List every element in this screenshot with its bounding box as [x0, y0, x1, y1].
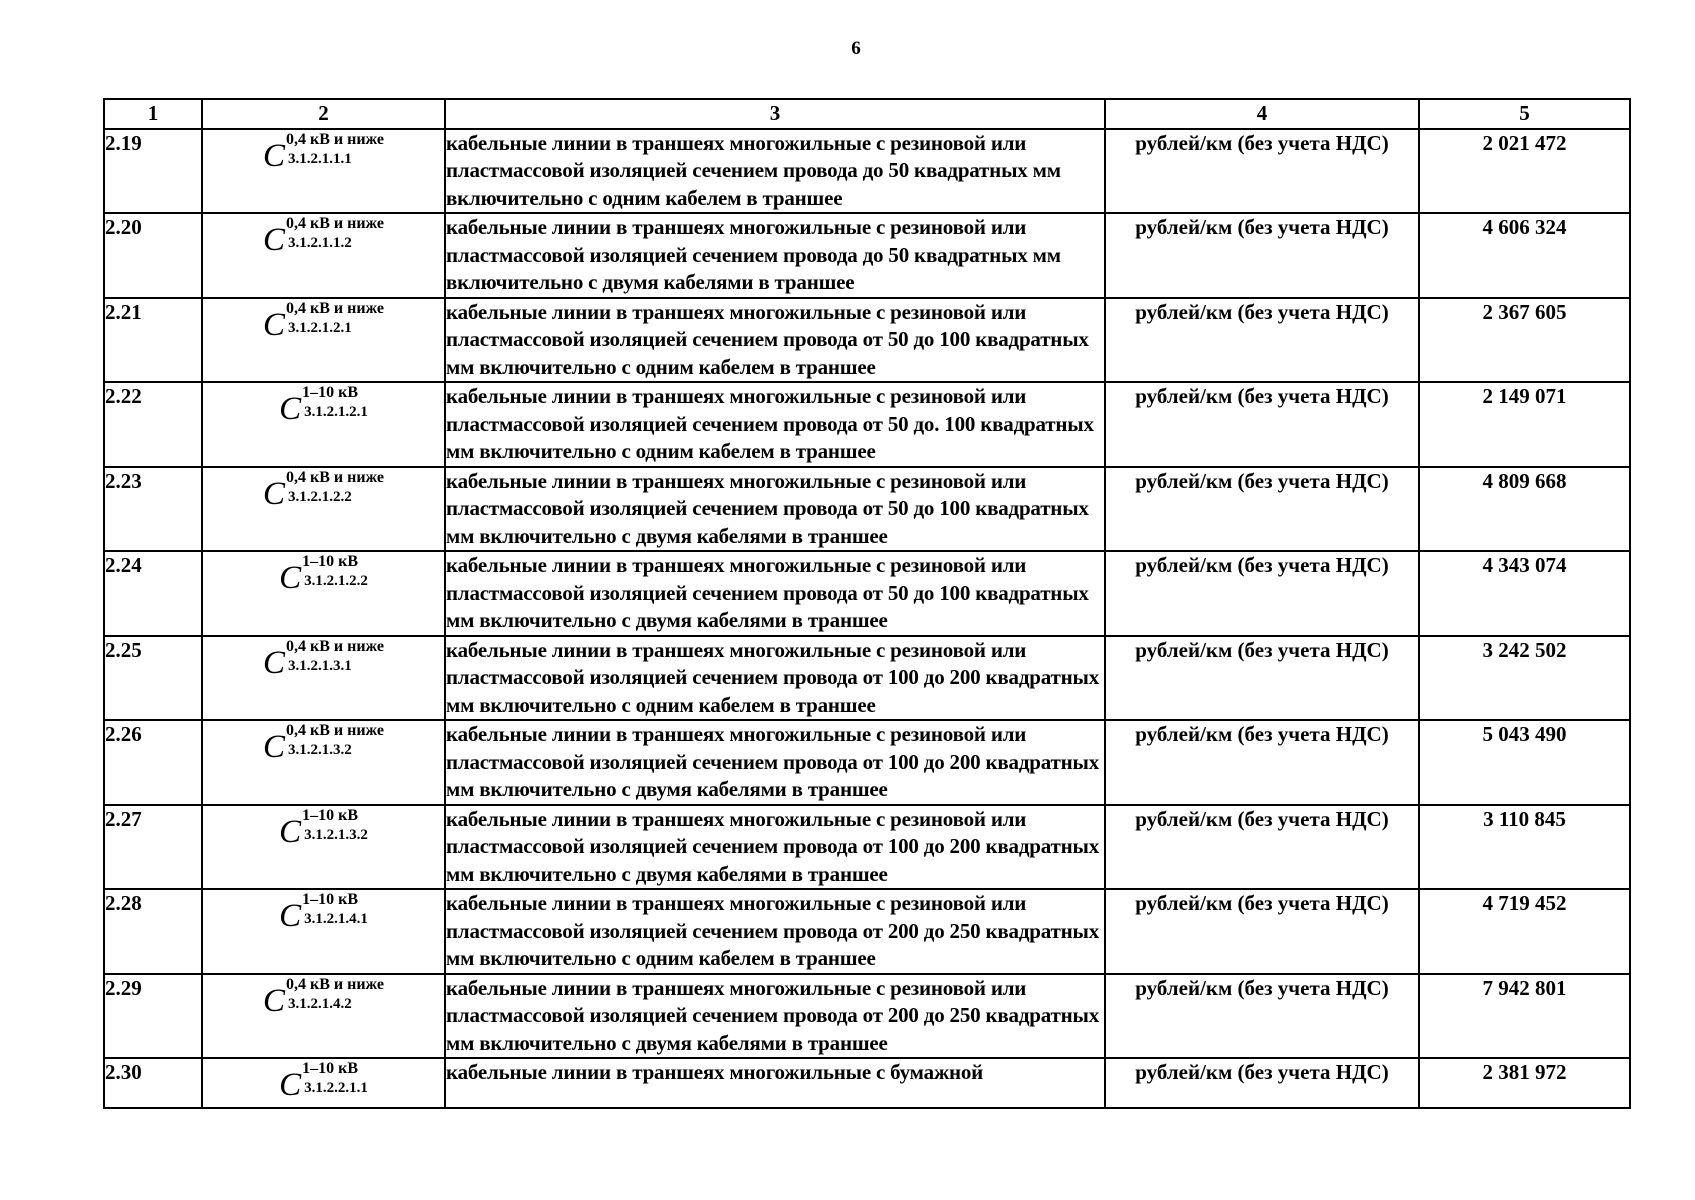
table-row — [104, 551, 1630, 636]
table-row — [104, 467, 1630, 552]
c-letter: C — [262, 729, 285, 765]
unit-of-measure: рублей/км (без учета НДС) — [1105, 974, 1419, 1059]
table-row — [104, 298, 1630, 383]
c-letter: C — [262, 306, 285, 343]
rate-code — [202, 298, 445, 383]
unit-of-measure: рублей/км (без учета НДС) — [1105, 720, 1419, 805]
row-number: 2.27 — [104, 805, 202, 890]
table-row — [104, 1058, 1630, 1108]
rate-code — [202, 889, 445, 974]
rate-value: 7 942 801 — [1419, 974, 1630, 1059]
line-description: кабельные линии в траншеях многожильные с резиновой или пластмассовой изоляцией сечением провода от 200 до 250 квадратных мм включительно с одним кабелем в траншее — [445, 889, 1105, 974]
rate-value: 4 343 074 — [1419, 551, 1630, 636]
rate-index — [286, 721, 384, 759]
rate-code — [202, 551, 445, 636]
voltage-superscript: 0,4 кВ и ниже — [285, 215, 385, 232]
rate-index — [286, 975, 384, 1013]
rate-value: 3 110 845 — [1419, 805, 1630, 890]
rate-index — [302, 383, 368, 421]
c-letter: C — [279, 560, 302, 596]
voltage-superscript: 0,4 кВ и ниже — [285, 637, 385, 655]
c-letter: C — [279, 391, 302, 427]
column-header: 3 — [445, 99, 1105, 129]
rate-symbol — [263, 130, 384, 178]
voltage-superscript: 1–10 кВ — [302, 1060, 359, 1077]
row-number: 2.28 — [104, 889, 202, 974]
rate-value: 2 149 071 — [1419, 382, 1630, 467]
rate-symbol — [263, 975, 384, 1023]
rate-value: 5 043 490 — [1419, 720, 1630, 805]
line-description: кабельные линии в траншеях многожильные с резиновой или пластмассовой изоляцией сечением провода от 50 до 100 квадратных мм включительно с двумя кабелями в траншее — [445, 467, 1105, 552]
rate-code — [202, 805, 445, 890]
line-description: кабельные линии в траншеях многожильные с резиновой или пластмассовой изоляцией сечением провода до 50 квадратных мм включительно с двумя кабелями в траншее — [445, 213, 1105, 298]
rate-index — [302, 806, 368, 844]
unit-of-measure: рублей/км (без учета НДС) — [1105, 298, 1419, 383]
line-description: кабельные линии в траншеях многожильные с резиновой или пластмассовой изоляцией сечением провода от 200 до 250 квадратных мм включительно с двумя кабелями в траншее — [445, 974, 1105, 1059]
rate-symbol — [263, 214, 384, 262]
code-subscript: 3.1.2.1.4.1 — [304, 911, 368, 927]
c-letter: C — [262, 222, 285, 258]
code-subscript: 3.1.2.2.1.1 — [304, 1080, 368, 1096]
line-description: кабельные линии в траншеях многожильные с резиновой или пластмассовой изоляцией сечением провода от 100 до 200 квадратных мм включительно с двумя кабелями в траншее — [445, 720, 1105, 805]
column-header: 2 — [202, 99, 445, 129]
rate-code — [202, 974, 445, 1059]
rate-symbol — [263, 468, 384, 516]
rate-value: 3 242 502 — [1419, 636, 1630, 721]
line-description: кабельные линии в траншеях многожильные с резиновой или пластмассовой изоляцией сечением провода от 100 до 200 квадратных мм включительно с одним кабелем в траншее — [445, 636, 1105, 721]
voltage-superscript: 0,4 кВ и ниже — [285, 468, 385, 486]
table-row — [104, 974, 1630, 1059]
rate-index — [302, 890, 368, 928]
unit-of-measure: рублей/км (без учета НДС) — [1105, 889, 1419, 974]
rate-code — [202, 720, 445, 805]
code-subscript: 3.1.2.1.2.2 — [304, 573, 368, 589]
voltage-superscript: 0,4 кВ и ниже — [285, 722, 385, 739]
row-number: 2.24 — [104, 551, 202, 636]
column-header: 1 — [104, 99, 202, 129]
unit-of-measure: рублей/км (без учета НДС) — [1105, 551, 1419, 636]
rate-symbol — [279, 383, 368, 431]
row-number: 2.20 — [104, 213, 202, 298]
rate-symbol — [263, 721, 384, 769]
voltage-superscript: 1–10 кВ — [302, 553, 359, 570]
voltage-superscript: 1–10 кВ — [302, 806, 359, 824]
rate-index — [286, 214, 384, 252]
c-letter: C — [279, 813, 302, 850]
code-subscript: 3.1.2.1.3.1 — [287, 657, 352, 674]
table-row — [104, 889, 1630, 974]
voltage-superscript: 1–10 кВ — [302, 384, 359, 401]
rate-symbol — [279, 552, 368, 600]
table-row — [104, 213, 1630, 298]
c-letter: C — [262, 982, 285, 1019]
c-letter: C — [262, 475, 285, 512]
rate-value: 2 367 605 — [1419, 298, 1630, 383]
unit-of-measure: рублей/км (без учета НДС) — [1105, 1058, 1419, 1108]
rate-value: 2 381 972 — [1419, 1058, 1630, 1108]
line-description: кабельные линии в траншеях многожильные с резиновой или пластмассовой изоляцией сечением провода от 50 до 100 квадратных мм включительно с одним кабелем в траншее — [445, 298, 1105, 383]
voltage-superscript: 0,4 кВ и ниже — [285, 299, 385, 317]
code-subscript: 3.1.2.1.3.2 — [287, 742, 352, 758]
table-header-row — [104, 99, 1630, 129]
rate-symbol — [279, 1059, 368, 1107]
table-row — [104, 129, 1630, 214]
table-body — [104, 129, 1630, 1109]
column-header: 4 — [1105, 99, 1419, 129]
row-number: 2.21 — [104, 298, 202, 383]
rate-code — [202, 382, 445, 467]
c-letter: C — [279, 1067, 302, 1103]
rate-value: 4 606 324 — [1419, 213, 1630, 298]
rate-index — [286, 299, 384, 337]
rate-symbol — [279, 806, 368, 854]
table-row — [104, 720, 1630, 805]
row-number: 2.22 — [104, 382, 202, 467]
rate-index — [302, 1059, 368, 1097]
line-description: кабельные линии в траншеях многожильные с резиновой или пластмассовой изоляцией сечением провода до 50 квадратных мм включительно с одним кабелем в траншее — [445, 129, 1105, 214]
rate-code — [202, 636, 445, 721]
rate-code — [202, 1058, 445, 1108]
row-number: 2.25 — [104, 636, 202, 721]
rate-value: 2 021 472 — [1419, 129, 1630, 214]
code-subscript: 3.1.2.1.3.2 — [304, 826, 368, 843]
unit-of-measure: рублей/км (без учета НДС) — [1105, 636, 1419, 721]
table-row — [104, 382, 1630, 467]
c-letter: C — [262, 137, 285, 174]
code-subscript: 3.1.2.1.1.2 — [287, 235, 352, 251]
rate-index — [286, 130, 384, 168]
row-number: 2.29 — [104, 974, 202, 1059]
rate-index — [302, 552, 368, 590]
rate-index — [286, 637, 384, 675]
code-subscript: 3.1.2.1.4.2 — [287, 995, 352, 1012]
rates-table — [103, 98, 1631, 1109]
rate-code — [202, 467, 445, 552]
row-number: 2.26 — [104, 720, 202, 805]
c-letter: C — [279, 898, 302, 934]
voltage-superscript: 0,4 кВ и ниже — [285, 130, 385, 148]
page-number: 6 — [851, 38, 861, 59]
code-subscript: 3.1.2.1.2.2 — [287, 488, 352, 505]
c-letter: C — [262, 644, 285, 681]
code-subscript: 3.1.2.1.2.1 — [304, 404, 368, 420]
unit-of-measure: рублей/км (без учета НДС) — [1105, 467, 1419, 552]
rate-index — [286, 468, 384, 506]
rate-code — [202, 129, 445, 214]
line-description: кабельные линии в траншеях многожильные с бумажной — [445, 1058, 1105, 1108]
table-row — [104, 805, 1630, 890]
column-header: 5 — [1419, 99, 1630, 129]
rate-value: 4 719 452 — [1419, 889, 1630, 974]
code-subscript: 3.1.2.1.1.1 — [287, 150, 352, 167]
rate-symbol — [263, 299, 384, 347]
line-description: кабельные линии в траншеях многожильные с резиновой или пластмассовой изоляцией сечением провода от 50 до 100 квадратных мм включительно с двумя кабелями в траншее — [445, 551, 1105, 636]
rate-code — [202, 213, 445, 298]
row-number: 2.30 — [104, 1058, 202, 1108]
unit-of-measure: рублей/км (без учета НДС) — [1105, 129, 1419, 214]
rate-symbol — [263, 637, 384, 685]
unit-of-measure: рублей/км (без учета НДС) — [1105, 382, 1419, 467]
table-row — [104, 636, 1630, 721]
line-description: кабельные линии в траншеях многожильные с резиновой или пластмассовой изоляцией сечением провода от 50 до. 100 квадратных мм включительно с одним кабелем в траншее — [445, 382, 1105, 467]
unit-of-measure: рублей/км (без учета НДС) — [1105, 805, 1419, 890]
row-number: 2.23 — [104, 467, 202, 552]
unit-of-measure: рублей/км (без учета НДС) — [1105, 213, 1419, 298]
rate-value: 4 809 668 — [1419, 467, 1630, 552]
row-number: 2.19 — [104, 129, 202, 214]
voltage-superscript: 1–10 кВ — [302, 891, 359, 908]
voltage-superscript: 0,4 кВ и ниже — [285, 975, 385, 993]
code-subscript: 3.1.2.1.2.1 — [287, 319, 352, 336]
line-description: кабельные линии в траншеях многожильные с резиновой или пластмассовой изоляцией сечением провода от 100 до 200 квадратных мм включительно с двумя кабелями в траншее — [445, 805, 1105, 890]
rate-symbol — [279, 890, 368, 938]
